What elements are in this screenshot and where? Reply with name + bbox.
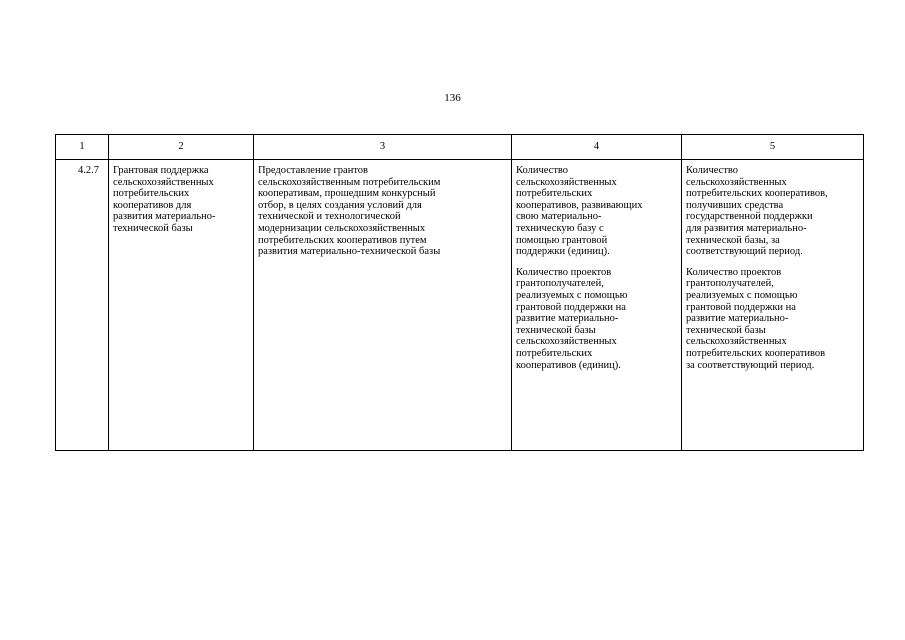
page-number: 136	[444, 92, 461, 104]
header-row	[56, 135, 864, 160]
indicator-1: Количество сельскохозяйственных потребительских кооперативов, развивающих свою материально- техническую базу с помощью грантовой поддержки (единиц).	[516, 165, 643, 258]
program-table	[55, 134, 864, 451]
header-cell-1: 1	[56, 135, 109, 160]
row-description-cell	[254, 160, 512, 451]
methodology-1: Количество сельскохозяйственных потребительских кооперативов, получивших средства государственной поддержки для развития материально- технической базы, за соответствующий период.	[686, 165, 828, 258]
table-row	[56, 160, 864, 451]
row-number-cell	[56, 160, 109, 451]
header-cell-3: 3	[254, 135, 512, 160]
header-cell-4: 4	[512, 135, 682, 160]
row-name-cell	[109, 160, 254, 451]
row-methodology-cell	[682, 160, 864, 451]
row-description: Предоставление грантов сельскохозяйственным потребительским кооперативам, прошедшим конкурсный отбор, в целях создания условий для технической и технологической модернизации сельскохозяйственных потребительских кооперативов путем развития материально-технической базы	[258, 165, 441, 258]
methodology-2: Количество проектов грантополучателей, реализуемых с помощью грантовой поддержки на развитие материально- технической базы сельскохозяйственных потребительских кооперативов за соответствующий период.	[686, 266, 826, 371]
indicator-2: Количество проектов грантополучателей, реализуемых с помощью грантовой поддержки на развитие материально- технической базы сельскохозяйственных потребительских кооперативов (единиц).	[516, 266, 628, 371]
header-cell-5: 5	[682, 135, 864, 160]
header-cell-2: 2	[109, 135, 254, 160]
row-indicators-cell	[512, 160, 682, 451]
row-number: 4.2.7	[78, 165, 99, 176]
row-name: Грантовая поддержка сельскохозяйственных потребительских кооперативов для развития материально- технической базы	[113, 165, 216, 234]
